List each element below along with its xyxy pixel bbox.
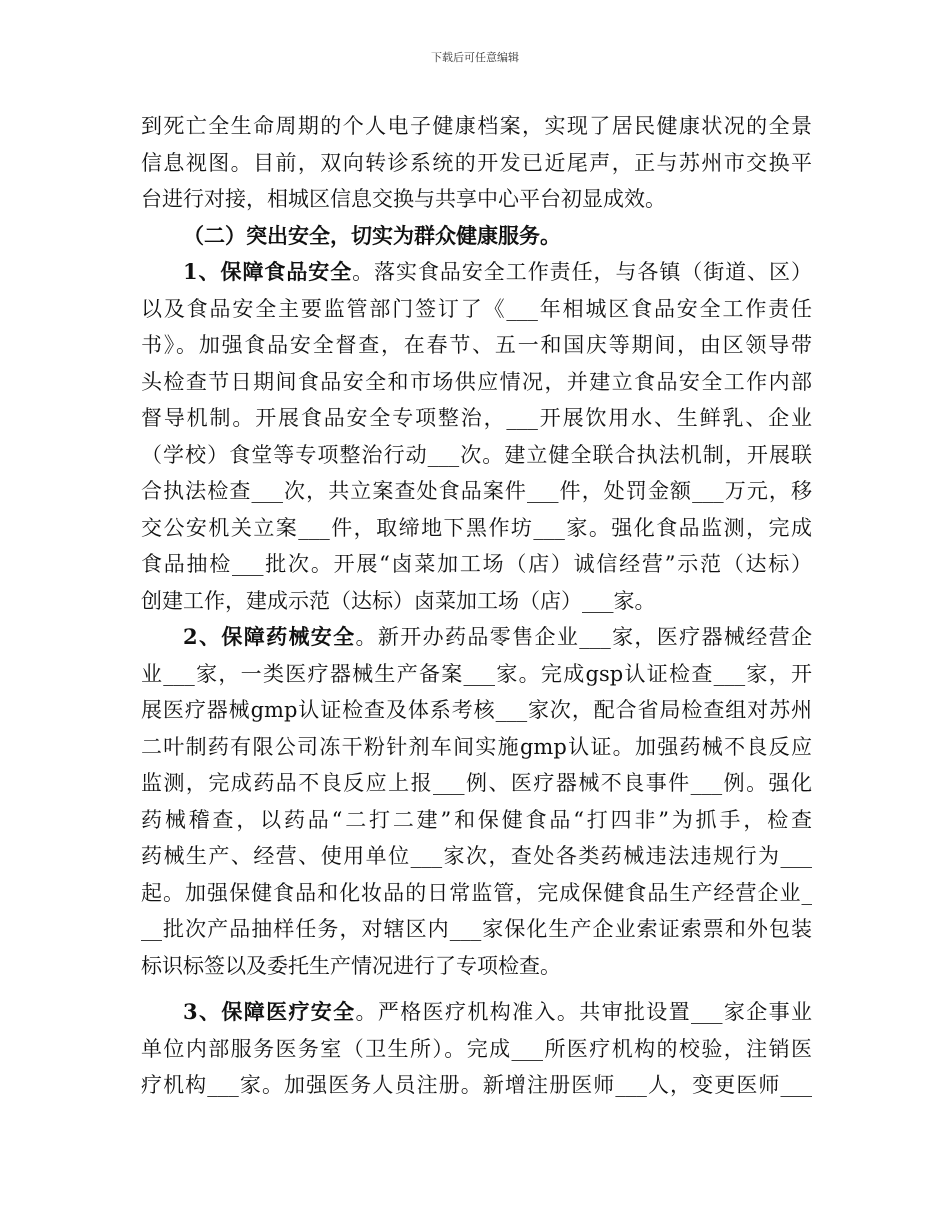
paragraph-lead: 3、保障医疗安全 bbox=[183, 999, 356, 1024]
paragraph-lead: 1、保障食品安全 bbox=[183, 259, 353, 284]
text-line bbox=[141, 254, 812, 291]
paragraph-lead: 2、保障药械安全 bbox=[183, 624, 356, 649]
text-line: 合执法检查___次，共立案查处食品案件___件，处罚金额___万元，移 bbox=[141, 479, 812, 503]
text-line: 信息视图。目前，双向转诊系统的开发已近尾声，正与苏州市交换平 bbox=[141, 150, 812, 175]
text-line: 到死亡全生命周期的个人电子健康档案，实现了居民健康状况的全景 bbox=[141, 114, 812, 138]
text-line: 交公安机关立案___件，取缔地下黑作坊___家。强化食品监测，完成 bbox=[141, 515, 812, 540]
text-line: 督导机制。开展食品安全专项整治，___开展饮用水、生鲜乳、企业 bbox=[141, 406, 812, 430]
text-line: 标识标签以及委托生产情况进行了专项检查。 bbox=[141, 953, 561, 978]
paragraph-food-safety bbox=[141, 254, 812, 619]
document-body bbox=[141, 108, 812, 1104]
text-line bbox=[141, 994, 812, 1031]
text-line: 二叶制药有限公司冻干粉针剂车间实施gmp认证。加强药械不良反应 bbox=[141, 734, 812, 759]
text-line: 头检查节日期间食品安全和市场供应情况，并建立食品安全工作内部 bbox=[141, 369, 812, 394]
text-line: __批次产品抽样任务，对辖区内___家保化生产企业索证索票和外包装 bbox=[141, 917, 812, 941]
text-line: 创建工作，建成示范（达标）卤菜加工场（店）___家。 bbox=[141, 588, 656, 613]
text-line: 药械生产、经营、使用单位___家次，查处各类药械违法违规行为___ bbox=[141, 844, 812, 868]
text-line: 起。加强保健食品和化妆品的日常监管，完成保健食品生产经营企业_ bbox=[141, 880, 812, 905]
text-line: 书》。加强食品安全督查，在春节、五一和国庆等期间，由区领导带 bbox=[141, 333, 812, 357]
text-line: 疗机构___家。加强医务人员注册。新增注册医师___人，变更医师___ bbox=[141, 1073, 812, 1097]
page-header: 下载后可任意编辑 bbox=[431, 51, 519, 64]
paragraph-continuation bbox=[141, 108, 812, 218]
text-line: 以及食品安全主要监管部门签订了《___年相城区食品安全工作责任 bbox=[141, 296, 812, 321]
paragraph-drug-safety bbox=[141, 619, 812, 984]
text-line: 业___家，一类医疗器械生产备案___家。完成gsp认证检查___家，开 bbox=[141, 661, 812, 686]
text-line: 食品抽检___批次。开展“卤菜加工场（店）诚信经营”示范（达标） bbox=[141, 552, 812, 576]
text-line: （学校）食堂等专项整治行动___次。建立健全联合执法机制，开展联 bbox=[141, 442, 812, 467]
text-line: 台进行对接，相城区信息交换与共享中心平台初显成效。 bbox=[141, 187, 666, 211]
text-line: 展医疗器械gmp认证检查及体系考核___家次，配合省局检查组对苏州 bbox=[141, 698, 812, 722]
text-line: 药械稽查，以药品“二打二建”和保健食品“打四非”为抓手，检查 bbox=[141, 807, 812, 832]
section-title: （二）突出安全，切实为群众健康服务。 bbox=[183, 222, 561, 248]
paragraph-medical-safety bbox=[141, 994, 812, 1104]
paragraph-gap bbox=[141, 984, 812, 994]
text-line: 监测，完成药品不良反应上报___例、医疗器械不良事件___例。强化 bbox=[141, 771, 812, 795]
text-line: 单位内部服务医务室（卫生所）。完成___所医疗机构的校验，注销医 bbox=[141, 1036, 812, 1061]
text-span: 。新开办药品零售企业___家，医疗器械经营企 bbox=[355, 625, 812, 649]
text-span: 。严格医疗机构准入。共审批设置___家企事业 bbox=[355, 1000, 812, 1024]
text-span: 。落实食品安全工作责任，与各镇（街道、区） bbox=[352, 260, 812, 284]
text-line bbox=[141, 619, 812, 656]
